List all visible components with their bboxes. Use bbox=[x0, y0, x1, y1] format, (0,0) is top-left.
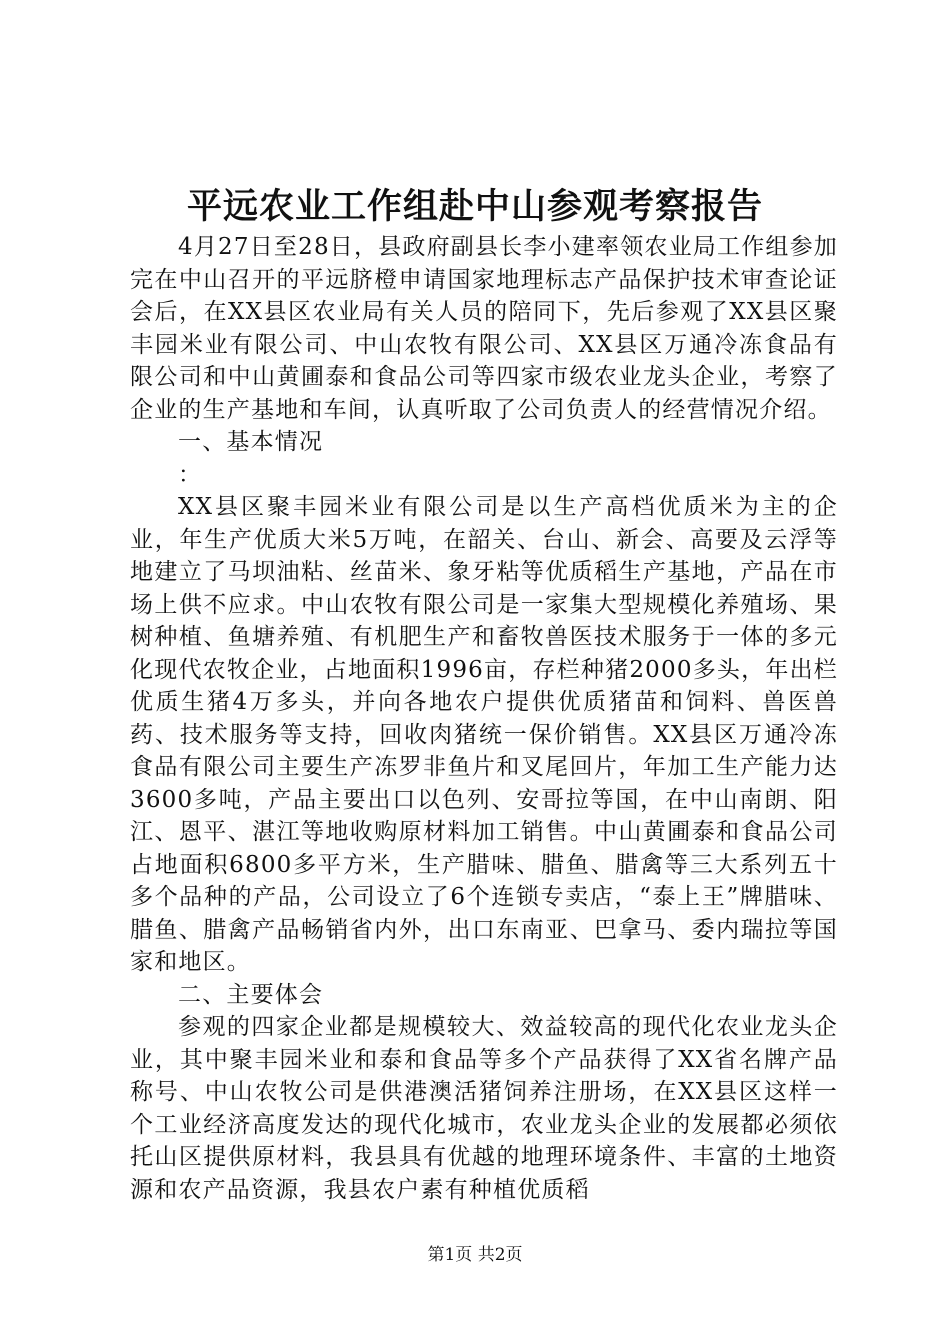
document-title: 平远农业工作组赴中山参观考察报告 bbox=[186, 186, 763, 227]
stray-colon: ： bbox=[178, 461, 203, 488]
page-footer: 第1页 共2页 bbox=[427, 1245, 523, 1265]
intro-paragraph: 4月27日至28日，县政府副县长李小建率领农业局工作组参加完在中山召开的平远脐橙申请国家地理标志产品保护技术审查论证会后，在XX县区农业局有关人员的陪同下，先后参观了XX县区聚丰园米业有限公司、中山农牧有限公司、XX县区万通冷冻食品有限公司和中山黄圃泰和食品公司等四家市级农业龙头企业，考察了企业的生产基地和车间，认真听取了公司负责人的经营情况介绍。 bbox=[130, 234, 838, 423]
basic-situation-paragraph: XX县区聚丰园米业有限公司是以生产高档优质米为主的企业，年生产优质大米5万吨，在韶关、台山、新会、高要及云浮等地建立了马坝油粘、丝苗米、象牙粘等优质稻生产基地，产品在市场上供不应求。中山农牧有限公司是一家集大型规模化养殖场、果树种植、鱼塘养殖、有机肥生产和畜牧兽医技术服务于一体的多元化现代农牧企业，占地面积1996亩，存栏种猪2000多头，年出栏优质生猪4万多头，并向各地农户提供优质猪苗和饲料、兽医兽药、技术服务等支持，回收肉猪统一保价销售。XX县区万通冷冻食品有限公司主要生产冻罗非鱼片和叉尾回片，年加工生产能力达3600多吨，产品主要出口以色列、安哥拉等国，在中山南朗、阳江、恩平、湛江等地收购原材料加工销售。中山黄圃泰和食品公司占地面积6800多平方米，生产腊味、腊鱼、腊禽等三大系列五十多个品种的产品，公司设立了6个连锁专卖店，“泰上王”牌腊味、腊鱼、腊禽产品畅销省内外，出口东南亚、巴拿马、委内瑞拉等国家和地区。 bbox=[130, 494, 838, 975]
experience-paragraph: 参观的四家企业都是规模较大、效益较高的现代化农业龙头企业，其中聚丰园米业和泰和食品等多个产品获得了XX省名牌产品称号、中山农牧公司是供港澳活猪饲养注册场，在XX县区这样一个工业经济高度发达的现代化城市，农业龙头企业的发展都必须依托山区提供原材料，我县具有优越的地理环境条件、丰富的土地资源和农产品资源，我县农户素有种植优质稻 bbox=[130, 1014, 838, 1203]
section-heading-experience: 二、主要体会 bbox=[178, 981, 324, 1008]
section-heading-basic: 一、基本情况 bbox=[178, 429, 324, 455]
document-body bbox=[130, 231, 838, 1206]
